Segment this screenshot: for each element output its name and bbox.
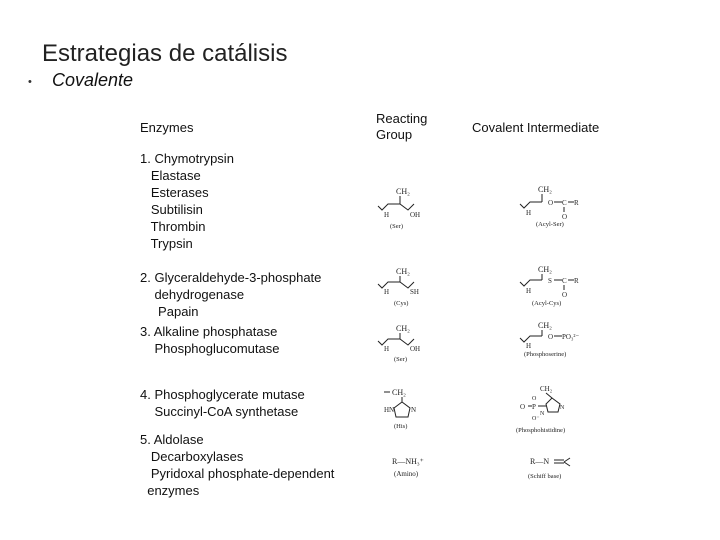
svg-text:R: R — [574, 199, 579, 207]
svg-text:O: O — [548, 199, 554, 207]
svg-text:H: H — [384, 345, 390, 353]
svg-text:CH₂: CH₂ — [538, 321, 552, 330]
reacting-group-cys-structure — [374, 264, 444, 308]
svg-text:N: N — [411, 406, 417, 414]
intermediate-acyl-ser-structure — [516, 182, 596, 228]
svg-text:H: H — [526, 342, 532, 350]
svg-text:H: H — [526, 209, 532, 217]
svg-text:CH₂: CH₂ — [396, 267, 410, 276]
svg-text:(Cys): (Cys) — [394, 300, 409, 307]
header-reacting-group: Reacting Group — [376, 111, 428, 142]
svg-text:(Amino): (Amino) — [394, 470, 419, 478]
svg-text:P: P — [532, 403, 536, 411]
enzyme-group-3: 3. Alkaline phosphatase Phosphoglucomutase — [140, 324, 280, 356]
enzyme-group-1: 1. Chymotrypsin Elastase Esterases Subtilisin Thrombin Trypsin — [140, 151, 234, 251]
svg-text:(Schiff base): (Schiff base) — [528, 473, 562, 480]
svg-text:OH: OH — [410, 345, 421, 353]
svg-text:CH₂: CH₂ — [538, 265, 552, 274]
svg-text:N: N — [560, 405, 565, 411]
svg-text:CH₂: CH₂ — [392, 388, 406, 397]
header-covalent-intermediate: Covalent Intermediate — [472, 120, 600, 135]
reacting-group-ser-structure-2 — [374, 321, 444, 363]
svg-text:CH₂: CH₂ — [538, 185, 552, 194]
svg-text:H: H — [384, 211, 390, 219]
svg-text:CH₂: CH₂ — [396, 324, 410, 333]
svg-text:(Ser): (Ser) — [394, 356, 407, 363]
svg-text:N: N — [540, 411, 545, 417]
intermediate-phosphohistidine-structure — [512, 382, 596, 434]
svg-text:CH₂: CH₂ — [540, 385, 553, 393]
reacting-group-amino-structure — [392, 452, 452, 484]
svg-text:(Phosphohistidine): (Phosphohistidine) — [516, 427, 566, 434]
svg-text:R—NH₃⁺: R—NH₃⁺ — [392, 457, 424, 466]
svg-text:O: O — [520, 403, 526, 411]
svg-text:H: H — [384, 288, 390, 296]
slide-subtitle: Covalente — [52, 70, 134, 90]
svg-text:O: O — [548, 333, 554, 341]
svg-text:R: R — [574, 277, 579, 285]
svg-text:(His): (His) — [394, 423, 408, 430]
svg-text:S: S — [548, 277, 552, 285]
svg-text:C: C — [562, 199, 567, 207]
reacting-group-his-structure — [380, 384, 440, 432]
svg-text:(Acyl-Ser): (Acyl-Ser) — [536, 221, 564, 228]
enzyme-group-2: 2. Glyceraldehyde-3-phosphate dehydrogenase Papain — [140, 270, 322, 319]
svg-text:OH: OH — [410, 211, 421, 219]
svg-text:(Acyl-Cys): (Acyl-Cys) — [532, 300, 562, 307]
intermediate-phosphoserine-structure — [516, 318, 596, 360]
svg-text:CH₂: CH₂ — [396, 187, 410, 196]
slide-title: Estrategias de catálisis — [42, 40, 288, 67]
enzyme-group-5: 5. Aldolase Decarboxylases Pyridoxal phosphate-dependent enzymes — [140, 432, 335, 498]
enzyme-group-4: 4. Phosphoglycerate mutase Succinyl-CoA synthetase — [140, 387, 305, 419]
bullet-marker: • — [28, 76, 32, 88]
intermediate-schiff-base-structure — [524, 452, 594, 486]
svg-text:SH: SH — [410, 288, 419, 296]
reacting-group-ser-structure — [374, 184, 444, 232]
svg-text:R—N: R—N — [530, 457, 550, 466]
svg-text:(Ser): (Ser) — [390, 223, 403, 230]
svg-text:H: H — [526, 287, 532, 295]
svg-text:C: C — [562, 277, 567, 285]
svg-text:O: O — [562, 291, 568, 299]
header-enzymes: Enzymes — [140, 120, 194, 135]
intermediate-acyl-cys-structure — [516, 262, 596, 308]
svg-text:O⁻: O⁻ — [532, 416, 540, 422]
svg-text:O: O — [532, 396, 537, 402]
svg-text:PO₃²⁻: PO₃²⁻ — [562, 333, 580, 341]
svg-text:HN: HN — [384, 406, 395, 414]
svg-text:(Phosphoserine): (Phosphoserine) — [524, 351, 567, 358]
svg-text:O: O — [562, 213, 568, 221]
